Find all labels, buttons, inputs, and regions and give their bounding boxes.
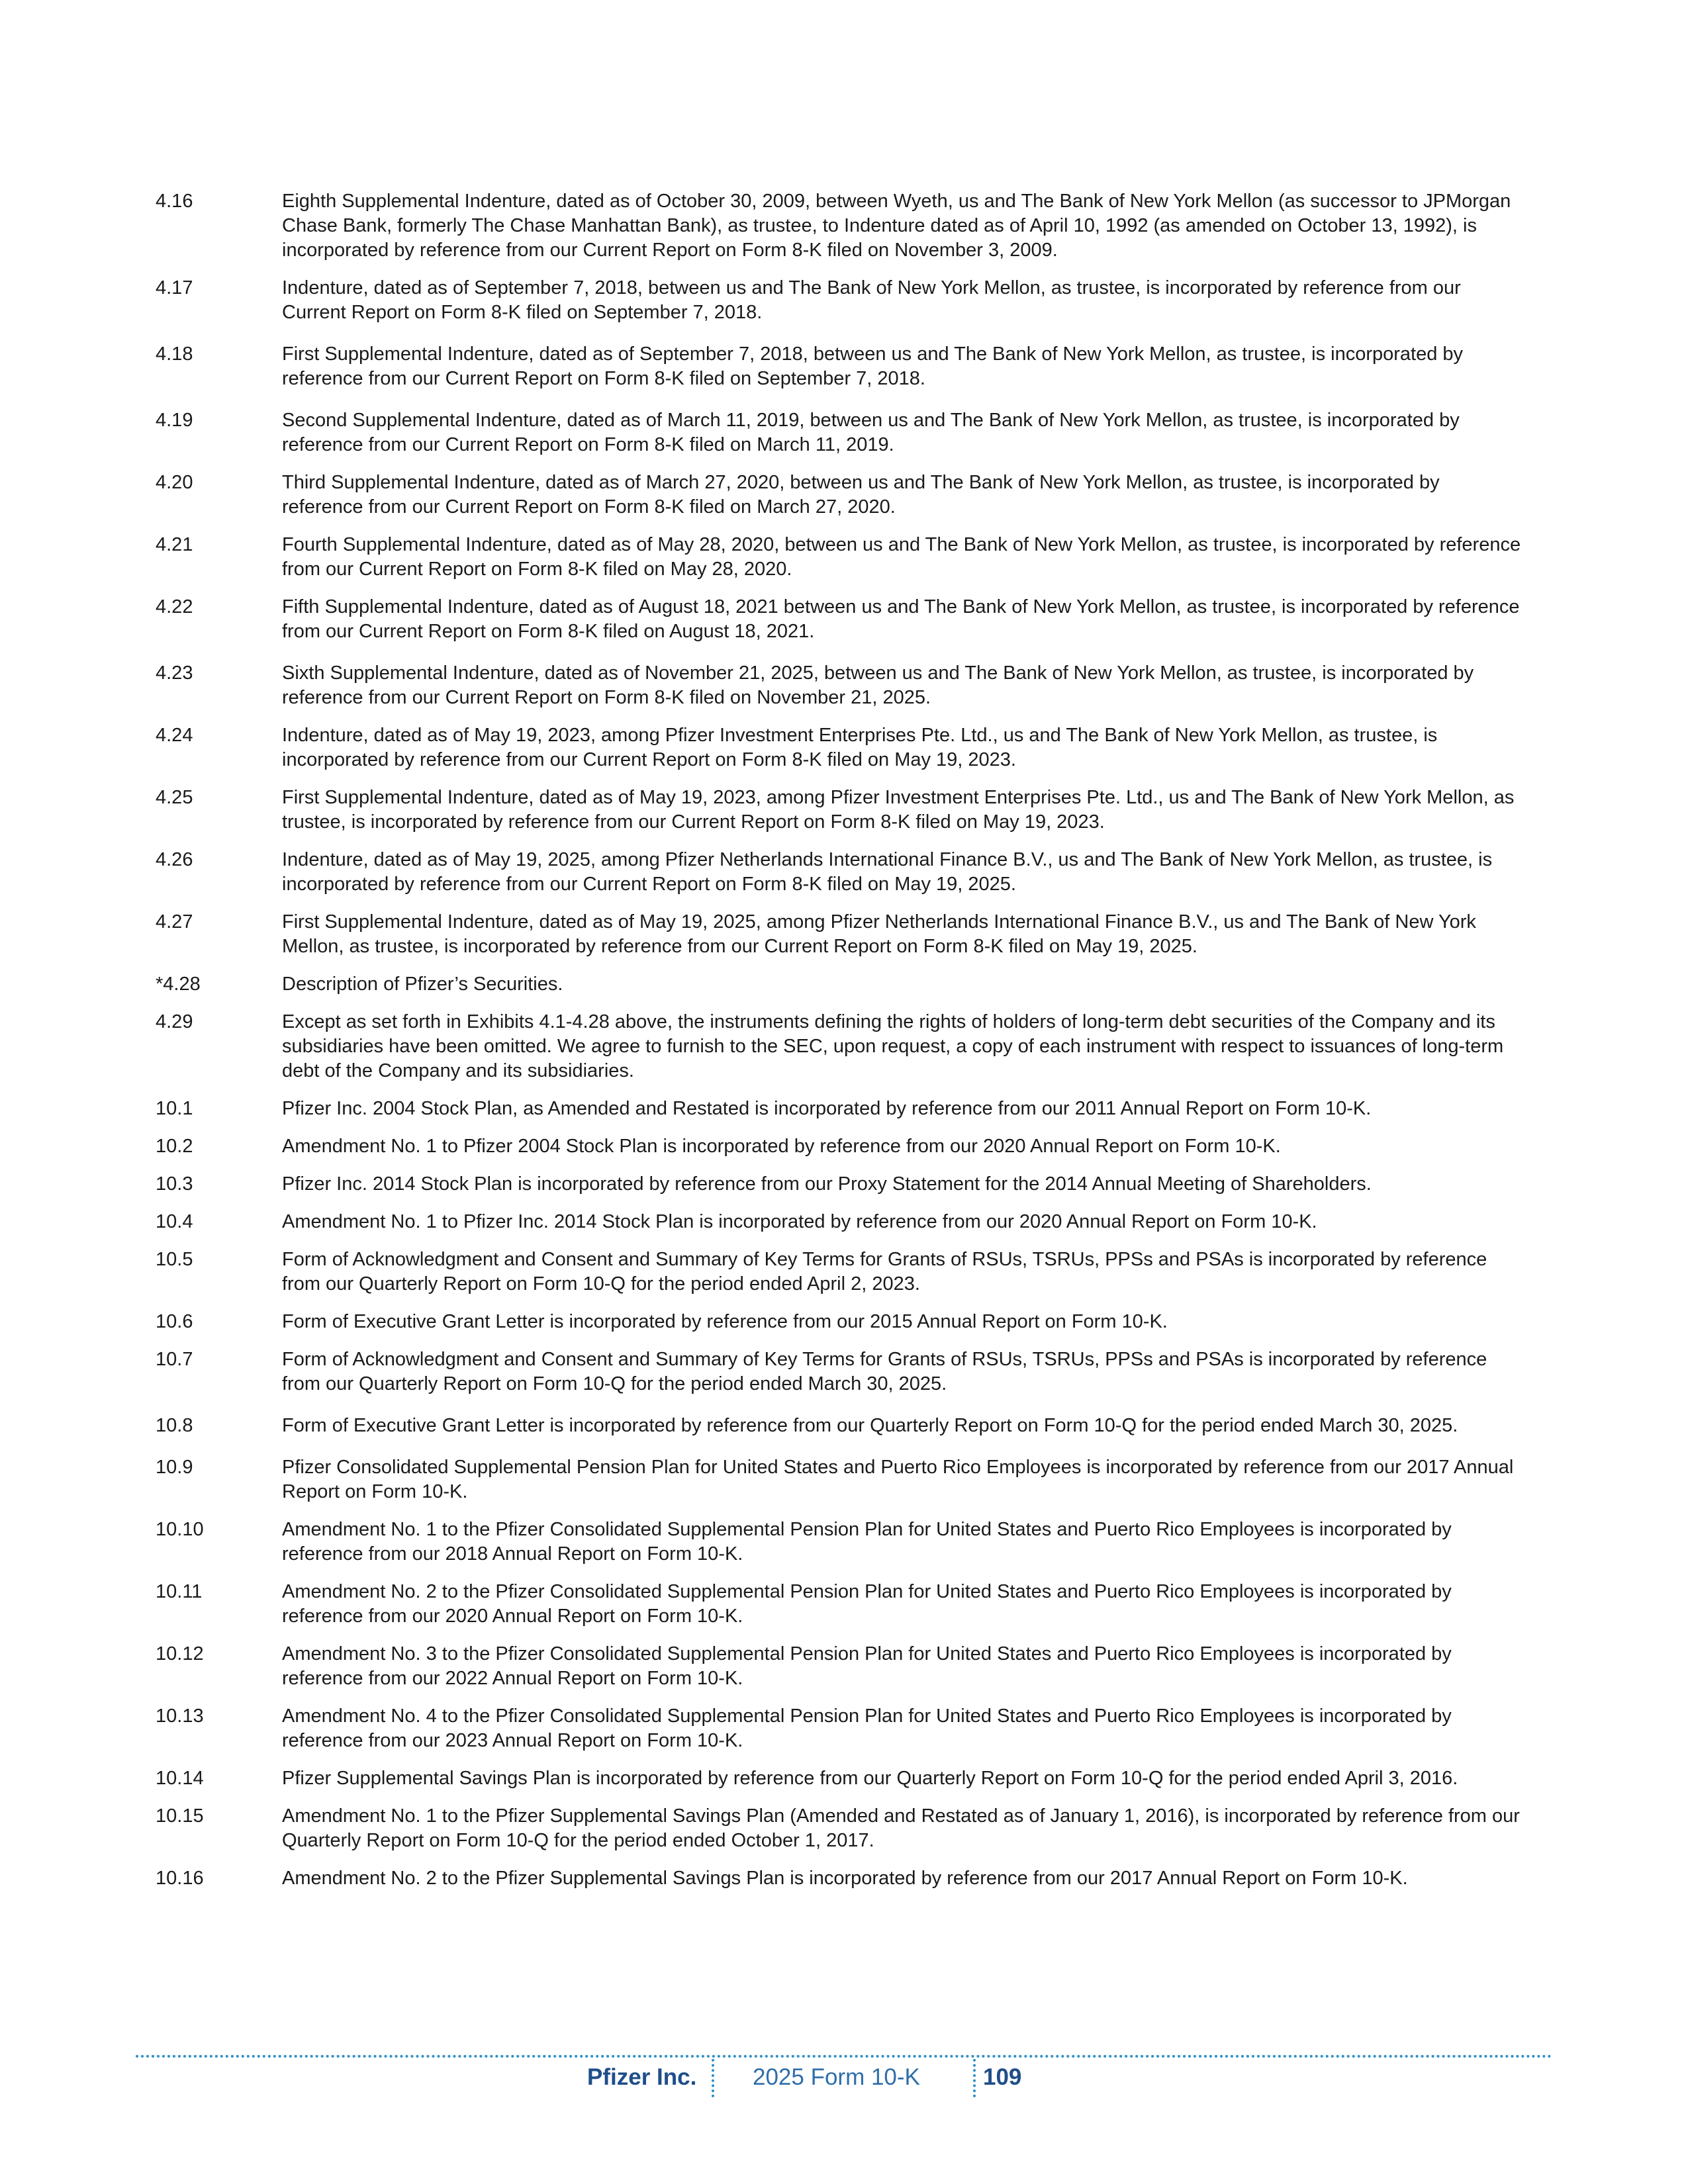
exhibit-description: Pfizer Consolidated Supplemental Pension Plan for United States and Puerto Rico Employees is incorporated by reference from our 2017 Annual Report on Form 10-K.	[282, 1457, 1514, 1502]
exhibit-number: 10.6	[156, 1311, 193, 1332]
exhibit-row	[156, 276, 1539, 325]
exhibit-description: Form of Acknowledgment and Consent and Summary of Key Terms for Grants of RSUs, TSRUs, PPSs and PSAs is incorporated by reference from our Quarterly Report on Form 10-Q for the period ended April 2, 2023.	[282, 1249, 1487, 1295]
footer-document-title: 2025 Form 10-K	[753, 2064, 920, 2090]
exhibit-description: Amendment No. 1 to Pfizer Inc. 2014 Stock Plan is incorporated by reference from our 2020 Annual Report on Form 10-K.	[282, 1211, 1317, 1232]
exhibit-number: *4.28	[156, 974, 201, 995]
page-footer	[136, 2055, 1552, 2097]
exhibit-description: Amendment No. 1 to the Pfizer Consolidated Supplemental Pension Plan for United States and Puerto Rico Employees is incorporated by reference from our 2018 Annual Report on Form 10-K.	[282, 1519, 1452, 1565]
exhibit-description: Indenture, dated as of May 19, 2023, among Pfizer Investment Enterprises Pte. Ltd., us and The Bank of New York Mellon, as trustee, is incorporated by reference from our Current Report on Form 8-K filed on May 19, 2023.	[282, 725, 1438, 770]
exhibit-row	[156, 1414, 1539, 1438]
exhibit-row	[156, 1804, 1539, 1853]
exhibit-row	[156, 786, 1539, 835]
exhibit-number: 10.4	[156, 1211, 193, 1232]
exhibit-row	[156, 1210, 1539, 1234]
exhibit-description: Form of Executive Grant Letter is incorporated by reference from our Quarterly Report on Form 10-Q for the period ended March 30, 2025.	[282, 1415, 1458, 1436]
exhibit-number: 4.25	[156, 787, 193, 808]
exhibit-row	[156, 1248, 1539, 1297]
exhibit-number: 10.11	[156, 1581, 203, 1602]
exhibit-description: Fourth Supplemental Indenture, dated as of May 28, 2020, between us and The Bank of New York Mellon, as trustee, is incorporated by reference from our Current Report on Form 8-K filed on May 28, 2020.	[282, 534, 1521, 580]
exhibit-row	[156, 1310, 1539, 1334]
exhibit-description: Indenture, dated as of May 19, 2025, among Pfizer Netherlands International Finance B.V., us and The Bank of New York Mellon, as trustee, is incorporated by reference from our Current Report on Form 8-K filed on May 19, 2025.	[282, 849, 1493, 895]
exhibit-description: Eighth Supplemental Indenture, dated as of October 30, 2009, between Wyeth, us and The Bank of New York Mellon (as successor to JPMorgan Chase Bank, formerly The Chase Manhattan Bank), as trustee, to Indenture dated as of April 10, 1992 (as amended on October 13, 1992), is incorporated by reference from our Current Report on Form 8-K filed on November 3, 2009.	[282, 191, 1511, 261]
exhibit-description: Fifth Supplemental Indenture, dated as of August 18, 2021 between us and The Bank of New York Mellon, as trustee, is incorporated by reference from our Current Report on Form 8-K filed on August 18, 2021.	[282, 596, 1520, 642]
exhibit-row	[156, 408, 1539, 457]
exhibit-row	[156, 1455, 1539, 1504]
exhibit-row	[156, 723, 1539, 772]
exhibit-row	[156, 342, 1539, 391]
exhibit-row	[156, 848, 1539, 897]
exhibit-description: First Supplemental Indenture, dated as of May 19, 2025, among Pfizer Netherlands International Finance B.V., us and The Bank of New York Mellon, as trustee, is incorporated by reference from our Current Report on Form 8-K filed on May 19, 2025.	[282, 911, 1476, 957]
exhibit-description: Pfizer Inc. 2014 Stock Plan is incorporated by reference from our Proxy Statement for the 2014 Annual Meeting of Shareholders.	[282, 1173, 1372, 1195]
exhibit-row	[156, 595, 1539, 644]
exhibit-number: 10.13	[156, 1706, 204, 1727]
exhibit-number: 10.10	[156, 1519, 204, 1540]
exhibit-row	[156, 471, 1539, 520]
exhibit-description: Third Supplemental Indenture, dated as of March 27, 2020, between us and The Bank of New York Mellon, as trustee, is incorporated by reference from our Current Report on Form 8-K filed on March 27, 2020.	[282, 472, 1440, 518]
exhibit-description: Except as set forth in Exhibits 4.1-4.28 above, the instruments defining the rights of holders of long-term debt securities of the Company and its subsidiaries have been omitted. We agree to furnish to the SEC, upon request, a copy of each instrument with respect to issuances of long-term debt of the Company and its subsidiaries.	[282, 1011, 1504, 1081]
exhibit-row	[156, 972, 1539, 997]
exhibit-number: 10.2	[156, 1136, 193, 1157]
exhibit-number: 4.29	[156, 1011, 193, 1032]
exhibit-number: 10.15	[156, 1805, 204, 1827]
exhibit-row	[156, 1704, 1539, 1753]
exhibit-row	[156, 1134, 1539, 1159]
exhibit-row	[156, 910, 1539, 959]
exhibit-list	[156, 189, 1539, 1891]
exhibit-description: Amendment No. 2 to the Pfizer Supplemental Savings Plan is incorporated by reference from our 2017 Annual Report on Form 10-K.	[282, 1868, 1408, 1889]
exhibit-description: Form of Acknowledgment and Consent and Summary of Key Terms for Grants of RSUs, TSRUs, PPSs and PSAs is incorporated by reference from our Quarterly Report on Form 10-Q for the period ended March 30, 2025.	[282, 1349, 1487, 1394]
exhibit-number: 4.20	[156, 472, 193, 493]
exhibit-row	[156, 1580, 1539, 1629]
exhibit-row	[156, 1097, 1539, 1121]
exhibit-number: 4.22	[156, 596, 193, 617]
exhibit-number: 10.12	[156, 1643, 204, 1664]
exhibit-description: Sixth Supplemental Indenture, dated as of November 21, 2025, between us and The Bank of New York Mellon, as trustee, is incorporated by reference from our Current Report on Form 8-K filed on November 21, 2025.	[282, 662, 1474, 708]
exhibit-number: 4.17	[156, 277, 193, 298]
exhibit-number: 4.23	[156, 662, 193, 684]
footer-divider	[712, 2059, 714, 2097]
exhibit-description: First Supplemental Indenture, dated as of May 19, 2023, among Pfizer Investment Enterprises Pte. Ltd., us and The Bank of New York Mellon, as trustee, is incorporated by reference from our Current Report on Form 8-K filed on May 19, 2023.	[282, 787, 1515, 833]
exhibit-row	[156, 1642, 1539, 1691]
exhibit-description: Amendment No. 1 to Pfizer 2004 Stock Plan is incorporated by reference from our 2020 Annual Report on Form 10-K.	[282, 1136, 1281, 1157]
exhibit-number: 10.16	[156, 1868, 204, 1889]
exhibit-number: 10.5	[156, 1249, 193, 1270]
footer-company-name: Pfizer Inc.	[587, 2064, 697, 2090]
exhibit-number: 4.18	[156, 343, 193, 365]
exhibit-description: Amendment No. 3 to the Pfizer Consolidated Supplemental Pension Plan for United States and Puerto Rico Employees is incorporated by reference from our 2022 Annual Report on Form 10-K.	[282, 1643, 1452, 1689]
exhibit-row	[156, 189, 1539, 263]
exhibit-description: Indenture, dated as of September 7, 2018, between us and The Bank of New York Mellon, as trustee, is incorporated by reference from our Current Report on Form 8-K filed on September 7, 2018.	[282, 277, 1461, 323]
exhibit-row	[156, 1347, 1539, 1396]
exhibit-number: 10.8	[156, 1415, 193, 1436]
exhibit-number: 4.24	[156, 725, 193, 746]
exhibit-number: 10.3	[156, 1173, 193, 1195]
exhibit-row	[156, 1518, 1539, 1567]
exhibit-description: First Supplemental Indenture, dated as of September 7, 2018, between us and The Bank of New York Mellon, as trustee, is incorporated by reference from our Current Report on Form 8-K filed on September 7, 2018.	[282, 343, 1464, 389]
exhibit-description: Amendment No. 1 to the Pfizer Supplemental Savings Plan (Amended and Restated as of January 1, 2016), is incorporated by reference from our Quarterly Report on Form 10-Q for the period ended October 1, 2017.	[282, 1805, 1520, 1851]
exhibit-number: 10.9	[156, 1457, 193, 1478]
exhibit-description: Amendment No. 2 to the Pfizer Consolidated Supplemental Pension Plan for United States and Puerto Rico Employees is incorporated by reference from our 2020 Annual Report on Form 10-K.	[282, 1581, 1452, 1627]
exhibit-row	[156, 1010, 1539, 1083]
exhibit-number: 4.19	[156, 410, 193, 431]
exhibit-number: 4.21	[156, 534, 193, 555]
exhibit-row	[156, 533, 1539, 582]
footer-divider	[973, 2059, 976, 2097]
exhibit-row	[156, 1866, 1539, 1891]
exhibit-number: 10.7	[156, 1349, 193, 1370]
exhibit-number: 4.27	[156, 911, 193, 933]
exhibit-description: Amendment No. 4 to the Pfizer Consolidated Supplemental Pension Plan for United States and Puerto Rico Employees is incorporated by reference from our 2023 Annual Report on Form 10-K.	[282, 1706, 1452, 1751]
exhibit-number: 4.16	[156, 191, 193, 212]
exhibit-number: 4.26	[156, 849, 193, 870]
exhibit-number: 10.14	[156, 1768, 204, 1789]
exhibit-description: Second Supplemental Indenture, dated as of March 11, 2019, between us and The Bank of New York Mellon, as trustee, is incorporated by reference from our Current Report on Form 8-K filed on March 11, 2019.	[282, 410, 1460, 455]
exhibit-description: Pfizer Supplemental Savings Plan is incorporated by reference from our Quarterly Report on Form 10-Q for the period ended April 3, 2016.	[282, 1768, 1458, 1789]
exhibit-number: 10.1	[156, 1098, 193, 1119]
page-number: 109	[983, 2064, 1022, 2090]
exhibit-row	[156, 1766, 1539, 1791]
exhibit-description: Description of Pfizer’s Securities.	[282, 974, 563, 995]
exhibit-row	[156, 661, 1539, 710]
exhibit-row	[156, 1172, 1539, 1197]
exhibit-description: Form of Executive Grant Letter is incorporated by reference from our 2015 Annual Report on Form 10-K.	[282, 1311, 1168, 1332]
exhibit-description: Pfizer Inc. 2004 Stock Plan, as Amended and Restated is incorporated by reference from our 2011 Annual Report on Form 10-K.	[282, 1098, 1372, 1119]
